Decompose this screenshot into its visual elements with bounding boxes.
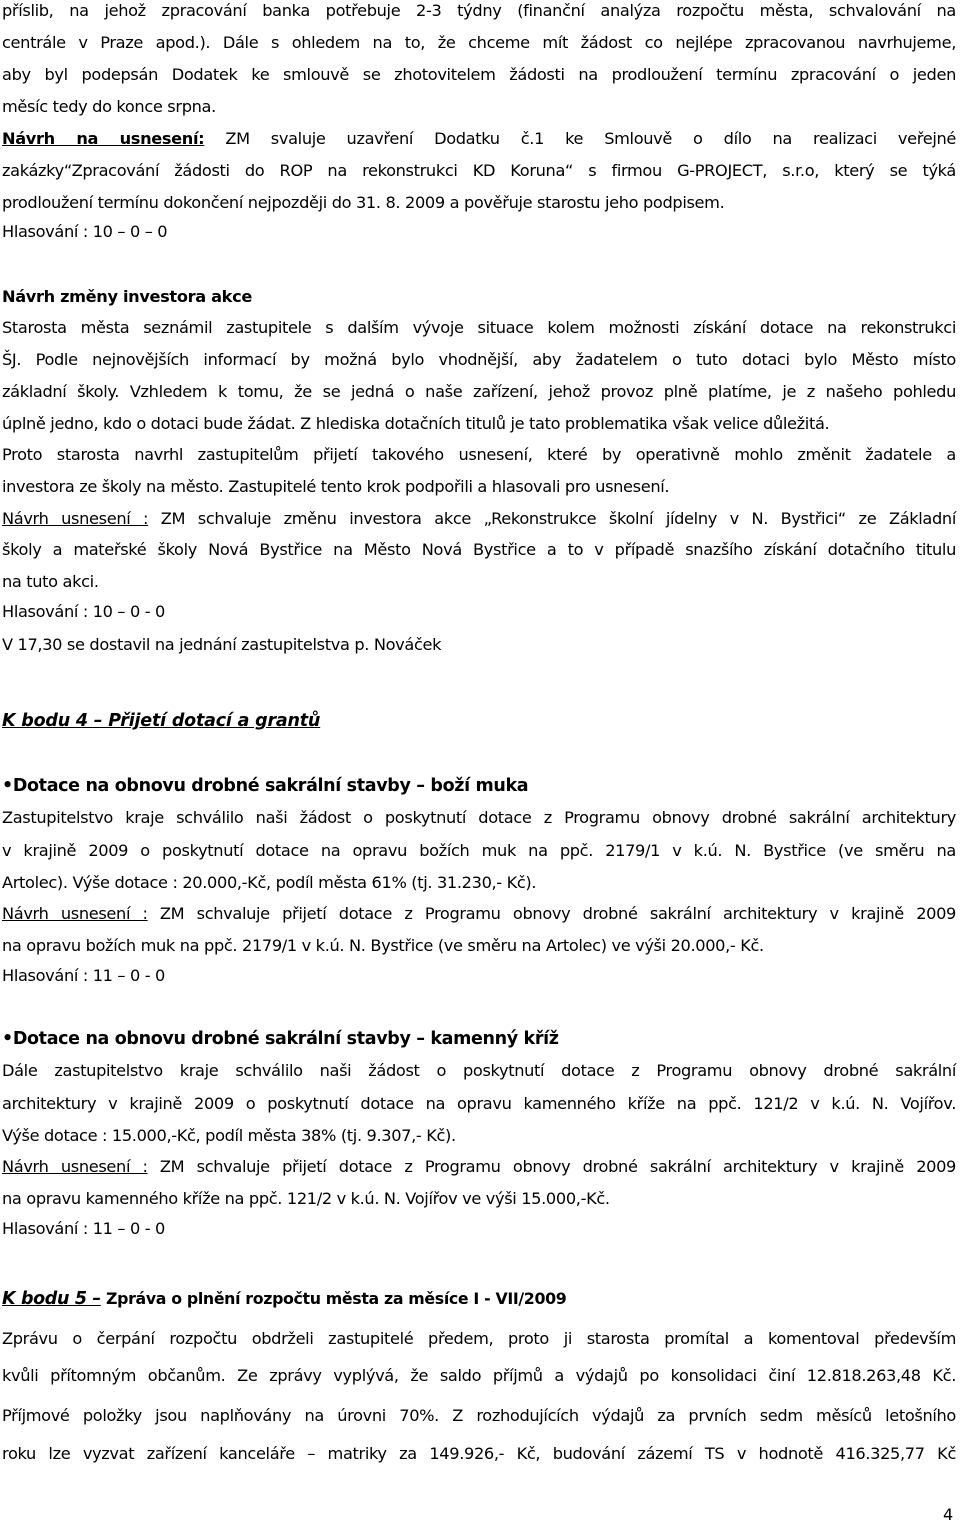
resolution-text: ZM schvaluje přijetí dotace z Programu obnovy drobné sakrální architektury v krajině 2009 <box>159 1157 956 1176</box>
resolution-text: ZM schvaluje změnu investora akce „Rekonstrukce školní jídelny v N. Bystřici“ ze Základní <box>160 509 956 528</box>
section-heading-title: Zpráva o plnění rozpočtu města za měsíce I - VII/2009 <box>106 1289 567 1308</box>
text-line: V 17,30 se dostavil na jednání zastupitelstva p. Nováček <box>2 635 442 654</box>
resolution-line <box>2 903 956 927</box>
text-line: na opravu božích muk na ppč. 2179/1 v k.ú. N. Bystřice (ve směru na Artolec) ve výši 20.000,- Kč. <box>2 936 764 955</box>
vote-result: Hlasování : 10 – 0 – 0 <box>2 222 168 241</box>
text-line: Proto starosta navrhl zastupitelům přijetí takového usnesení, které by operativně mohlo změnit žadatele a <box>2 445 956 464</box>
text-line: Artolec). Výše dotace : 20.000,-Kč, podíl města 61% (tj. 31.230,- Kč). <box>2 873 537 892</box>
resolution-line <box>2 128 956 152</box>
bullet-heading: •Dotace na obnovu drobné sakrální stavby – boží muka <box>2 776 529 796</box>
text-line: měsíc tedy do konce srpna. <box>2 97 216 116</box>
resolution-label: Návrh usnesení : <box>2 1157 148 1176</box>
text-line: úplně jedno, kdo o dotaci bude žádat. Z hlediska dotačních titulů je tato problematika však velice důležitá. <box>2 414 830 433</box>
text-line: příslib, na jehož zpracování banka potřebuje 2-3 týdny (finanční analýza rozpočtu města, schvalování na <box>2 1 956 20</box>
page-number: 4 <box>943 1505 953 1524</box>
bullet-heading: •Dotace na obnovu drobné sakrální stavby – kamenný kříž <box>2 1029 559 1049</box>
resolution-line <box>2 508 956 532</box>
text-line: Příjmové položky jsou naplňovány na úrovni 70%. Z rozhodujících výdajů za prvních sedm měsíců letošního <box>2 1406 956 1425</box>
text-line: investora ze školy na město. Zastupitelé tento krok podpořili a hlasovali pro usnesení. <box>2 477 670 496</box>
text-line: Výše dotace : 15.000,-Kč, podíl města 38% (tj. 9.307,- Kč). <box>2 1126 456 1145</box>
text-line: školy a mateřské školy Nová Bystřice na Město Nová Bystřice a to v případě snazšího získání dotačního titulu <box>2 540 956 559</box>
resolution-text: ZM schvaluje přijetí dotace z Programu obnovy drobné sakrální architektury v krajině 2009 <box>159 904 956 923</box>
text-line: na tuto akci. <box>2 572 99 591</box>
resolution-label: Návrh usnesení : <box>2 509 149 528</box>
text-line: Zastupitelstvo kraje schválilo naši žádost o poskytnutí dotace z Programu obnovy drobné sakrální architektury <box>2 808 956 827</box>
section-heading-number: K bodu 5 – <box>2 1289 101 1309</box>
text-line: kvůli přítomným občanům. Ze zprávy vyplývá, že saldo příjmů a výdajů po konsolidaci činí 12.818.263,48 Kč. <box>2 1366 956 1385</box>
vote-result: Hlasování : 11 – 0 - 0 <box>2 1219 165 1238</box>
text-line: aby byl podepsán Dodatek ke smlouvě se zhotovitelem žádosti na prodloužení termínu zpracování o jeden <box>2 65 956 84</box>
resolution-line <box>2 1156 956 1180</box>
text-line: roku lze vyzvat zařízení kanceláře – matriky za 149.926,- Kč, budování zázemí TS v hodnotě 416.325,77 Kč <box>2 1444 956 1463</box>
text-line: Starosta města seznámil zastupitele s dalším vývoje situace kolem možnosti získání dotace na rekonstrukci <box>2 318 956 337</box>
text-line: zakázky“Zpracování žádosti do ROP na rekonstrukci KD Koruna“ s firmou G-PROJECT, s.r.o, který se týká <box>2 161 956 180</box>
text-line: ŠJ. Podle nejnovějších informací by možná bylo vhodnější, aby žadatelem o tuto dotaci bylo Město místo <box>2 350 956 369</box>
text-line: základní školy. Vzhledem k tomu, že se jedná o naše zařízení, jehož provoz plně platíme, je z našeho pohledu <box>2 382 956 401</box>
section-subheading: Návrh změny investora akce <box>2 287 252 306</box>
resolution-label: Návrh na usnesení: <box>2 129 205 148</box>
vote-result: Hlasování : 10 – 0 - 0 <box>2 602 165 621</box>
vote-result: Hlasování : 11 – 0 - 0 <box>2 966 165 985</box>
text-line: Dále zastupitelstvo kraje schválilo naši žádost o poskytnutí dotace z Programu obnovy drobné sakrální <box>2 1061 956 1080</box>
text-line: Zprávu o čerpání rozpočtu obdrželi zastupitelé předem, proto ji starosta promítal a komentoval především <box>2 1329 956 1348</box>
section-heading <box>2 1288 956 1312</box>
text-line: v krajině 2009 o poskytnutí dotace na opravu božích muk na ppč. 2179/1 v k.ú. N. Bystřice (ve směru na <box>2 841 956 860</box>
resolution-label: Návrh usnesení : <box>2 904 148 923</box>
section-heading: K bodu 4 – Přijetí dotací a grantů <box>2 711 321 731</box>
text-line: centrále v Praze apod.). Dále s ohledem na to, že chceme mít žádost co nejlépe zpracovanou navrhujeme, <box>2 33 956 52</box>
resolution-text: ZM svaluje uzavření Dodatku č.1 ke Smlouvě o dílo na realizaci veřejné <box>225 129 956 148</box>
text-line: prodloužení termínu dokončení nejpozději do 31. 8. 2009 a pověřuje starostu jeho podpisem. <box>2 193 725 212</box>
text-line: architektury v krajině 2009 o poskytnutí dotace na opravu kamenného kříže na ppč. 121/2 v k.ú. N. Vojířov. <box>2 1094 956 1113</box>
text-line: na opravu kamenného kříže na ppč. 121/2 v k.ú. N. Vojířov ve výši 15.000,-Kč. <box>2 1189 610 1208</box>
